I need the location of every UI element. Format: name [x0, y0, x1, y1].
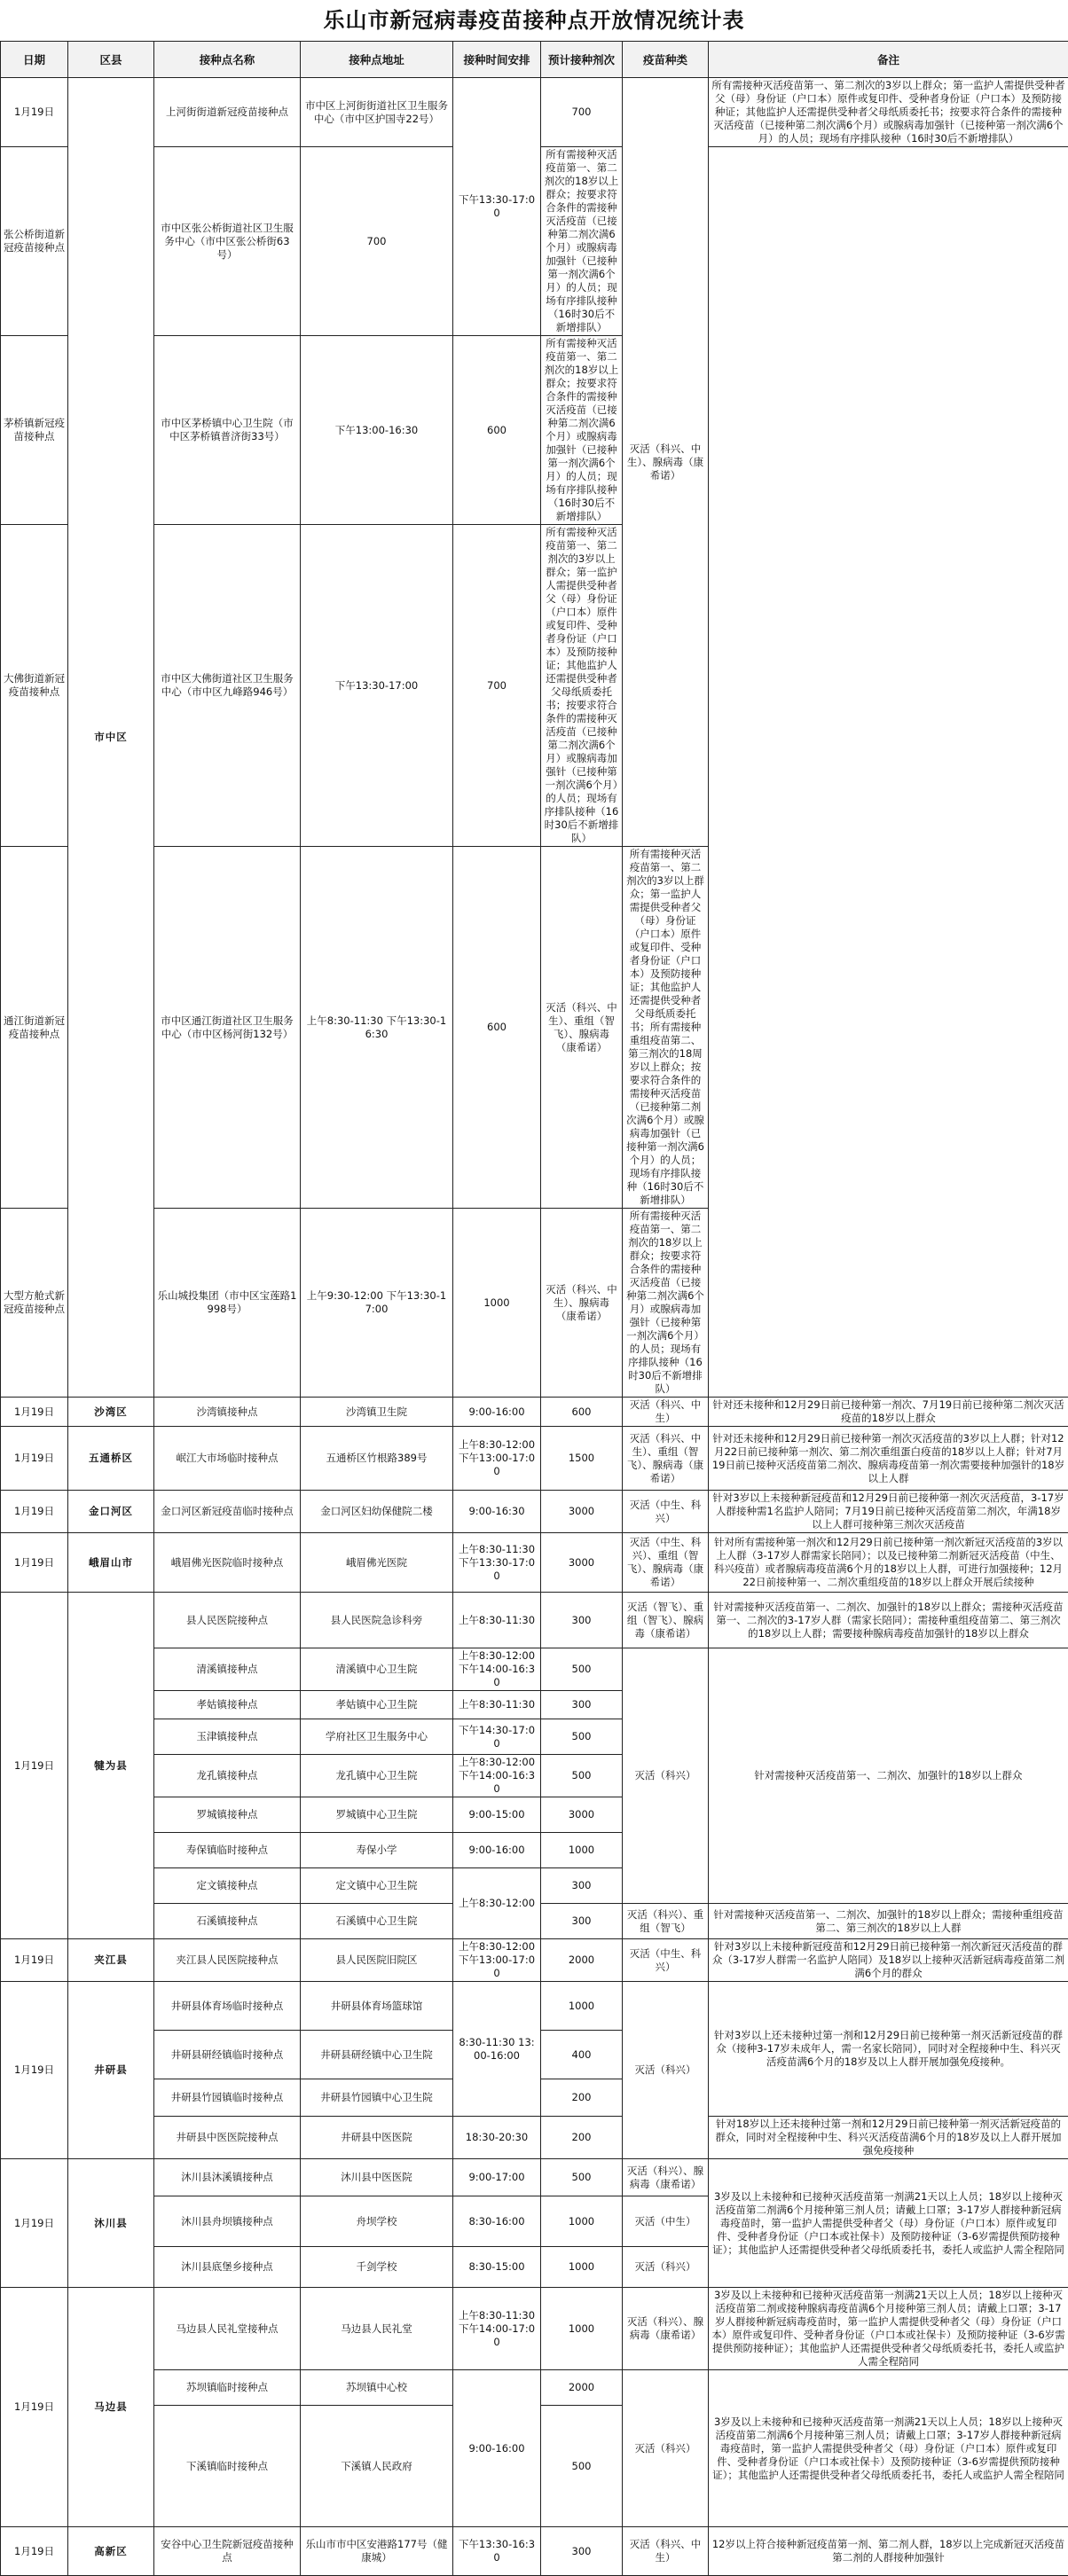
doses-cell: 1000 [541, 2288, 623, 2370]
vaccine-type-cell: 灭活（科兴） [623, 2370, 709, 2527]
site-name-cell: 县人民医院接种点 [154, 1593, 301, 1648]
remarks-cell: 针对需接种灭活疫苗第一、二剂次、加强针的18岁以上群众；需接种重组疫苗第二、第三剂次的18岁以上人群 [709, 1904, 1068, 1939]
site-address-cell: 县人民医院急诊科旁 [301, 1593, 453, 1648]
schedule-cell: 9:00-16:00 [453, 2370, 541, 2527]
site-address-cell: 下午13:30-17:00 [301, 525, 453, 847]
remarks-cell: 3岁及以上未接种和已接种灭活疫苗第一剂满21天以上人员；18岁以上接种灭活疫苗第二剂或接种腺病毒疫苗满6个月接种第三剂人员；请戴上口罩；3-17岁人群接种新冠病毒疫苗时，第一监护人需提供受种者父（母）身份证（户口本）原件或复印件、受种者身份证（户口本或社保卡）及预防接种证（3-6岁需提供预防接种证）；其他监护人还需提供受种者父母纸质委托书，委托人或监护人需全程陪同 [709, 2288, 1068, 2370]
header-expected-doses: 预计接种剂次 [541, 42, 623, 78]
district-cell: 马边县 [68, 2288, 154, 2527]
site-address-cell: 井研县体育场篮球馆 [301, 1982, 453, 2031]
doses-cell: 300 [541, 1868, 623, 1904]
site-address-cell: 县人民医院旧院区 [301, 1939, 453, 1982]
schedule-cell: 上午8:30-11:30 [453, 1691, 541, 1719]
district-cell: 沙湾区 [68, 1398, 154, 1427]
doses-cell: 3000 [541, 1797, 623, 1833]
site-address-cell: 舟坝学校 [301, 2196, 453, 2247]
site-name-cell: 夹江县人民医院接种点 [154, 1939, 301, 1982]
header-remarks: 备注 [709, 42, 1068, 78]
site-address-cell: 定文镇中心卫生院 [301, 1868, 453, 1904]
doses-cell: 3000 [541, 1533, 623, 1593]
site-name-cell: 玉津镇接种点 [154, 1719, 301, 1755]
doses-cell: 500 [541, 1755, 623, 1797]
remarks-cell: 针对3岁以上未接种新冠疫苗和12月29日前已接种第一剂次灭活疫苗，3-17岁人群接种需1名监护人陪同；7月19日前已接种灭活疫苗第二剂次，年满18岁以上人群可接种第三剂次灭活疫苗 [709, 1491, 1068, 1533]
site-address-cell: 下溪镇人民政府 [301, 2406, 453, 2527]
schedule-cell: 700 [453, 525, 541, 847]
site-name-cell: 峨眉佛光医院临时接种点 [154, 1533, 301, 1593]
date-cell: 茅桥镇新冠疫苗接种点 [1, 336, 68, 525]
table-row [1, 1982, 1068, 2031]
remarks-cell: 针对18岁以上还未接种过第一剂和12月29日前已接种第一剂灭活新冠疫苗的群众，同时对全程接种中生、科兴灭活疫苗满6个月的18岁及以上人群开展加强免疫接种 [709, 2117, 1068, 2159]
site-address-cell: 学府社区卫生服务中心 [301, 1719, 453, 1755]
doses-cell: 1500 [541, 1427, 623, 1491]
site-name-cell: 井研县中医医院接种点 [154, 2117, 301, 2159]
schedule-cell: 上午8:30-12:00 下午14:00-16:30 [453, 1755, 541, 1797]
schedule-cell: 8:30-11:30 13:00-16:00 [453, 1982, 541, 2117]
schedule-cell: 600 [453, 847, 541, 1209]
schedule-cell: 8:30-16:00 [453, 2196, 541, 2247]
doses-cell: 500 [541, 1648, 623, 1691]
remarks-cell: 3岁及以上未接种和已接种灭活疫苗第一剂满21天以上人员；18岁以上接种灭活疫苗第二剂满6个月接种第三剂人员；请戴上口罩；3-17岁人群接种新冠病毒疫苗时，第一监护人需提供受种者父（母）身份证（户口本）原件或复印件、受种者身份证（户口本或社保卡）及预防接种证（3-6岁需提供预防接种证）；其他监护人还需提供受种者父母纸质委托书，委托人或监护人需全程陪同 [709, 2370, 1068, 2527]
district-cell: 金口河区 [68, 1491, 154, 1533]
schedule-cell: 上午8:30-12:00 下午14:00-16:30 [453, 1648, 541, 1691]
date-cell: 1月19日 [1, 1398, 68, 1427]
site-name-cell: 苏坝镇临时接种点 [154, 2370, 301, 2406]
doses-cell: 灭活（科兴、中生）、腺病毒（康希诺） [541, 1209, 623, 1398]
district-cell: 犍为县 [68, 1593, 154, 1939]
date-cell: 1月19日 [1, 1491, 68, 1533]
doses-cell: 所有需接种灭活疫苗第一、第二剂次的3岁以上群众；第一监护人需提供受种者父（母）身份证（户口本）原件或复印件、受种者身份证（户口本）及预防接种证；其他监护人还需提供受种者父母纸质委托书；按要求符合条件的需接种灭活疫苗（已接种第二剂次满6个月）或腺病毒加强针（已接种第一剂次满6个月）的人员；现场有序排队接种（16时30后不新增排队） [541, 525, 623, 847]
doses-cell: 2000 [541, 1939, 623, 1982]
doses-cell: 1000 [541, 2247, 623, 2288]
site-name-cell: 下溪镇临时接种点 [154, 2406, 301, 2527]
header-schedule: 接种时间安排 [453, 42, 541, 78]
site-address-cell: 金口河区妇幼保健院二楼 [301, 1491, 453, 1533]
table-row [1, 1533, 1068, 1593]
schedule-cell: 下午14:30-17:00 [453, 1719, 541, 1755]
site-address-cell: 清溪镇中心卫生院 [301, 1648, 453, 1691]
site-address-cell: 石溪镇中心卫生院 [301, 1904, 453, 1939]
table-row [1, 2159, 1068, 2196]
site-address-cell: 马边县人民礼堂 [301, 2288, 453, 2370]
vaccine-type-cell: 灭活（中生、科兴）、重组（智飞）、腺病毒（康希诺） [623, 1533, 709, 1593]
remarks-cell: 12岁以上符合接种新冠疫苗第一剂、第二剂人群，18岁以上完成新冠灭活疫苗第二剂的人群接种加强针 [709, 2527, 1068, 2576]
doses-cell: 1000 [541, 1833, 623, 1868]
table-row [1, 2288, 1068, 2370]
header-district: 区县 [68, 42, 154, 78]
header-date: 日期 [1, 42, 68, 78]
doses-cell: 500 [541, 2159, 623, 2196]
site-name-cell: 市中区张公桥街道社区卫生服务中心（市中区张公桥街63号） [154, 147, 301, 336]
site-name-cell: 井研县研经镇临时接种点 [154, 2031, 301, 2079]
site-address-cell: 井研县竹园镇中心卫生院 [301, 2079, 453, 2117]
schedule-cell: 上午8:30-11:30 下午14:00-17:00 [453, 2288, 541, 2370]
site-name-cell: 沐川县舟坝镇接种点 [154, 2196, 301, 2247]
vaccine-type-cell: 灭活（科兴、中生）、腺病毒（康希诺） [623, 78, 709, 847]
date-cell: 张公桥街道新冠疫苗接种点 [1, 147, 68, 336]
table-row [1, 1648, 1068, 1691]
site-name-cell: 上河街街道新冠疫苗接种点 [154, 78, 301, 147]
site-name-cell: 寿保镇临时接种点 [154, 1833, 301, 1868]
schedule-cell: 1000 [453, 1209, 541, 1398]
site-name-cell: 井研县体育场临时接种点 [154, 1982, 301, 2031]
schedule-cell: 600 [453, 336, 541, 525]
site-name-cell: 沐川县底堡乡接种点 [154, 2247, 301, 2288]
doses-cell: 400 [541, 2031, 623, 2079]
table-body [1, 78, 1068, 2576]
remarks-cell: 所有需接种灭活疫苗第一、第二剂次的3岁以上群众；第一监护人需提供受种者父（母）身份证（户口本）原件或复印件、受种者身份证（户口本）及预防接种证；其他监护人还需提供受种者父母纸质委托书；按要求符合条件的需接种灭活疫苗（已接种第二剂次满6个月）或腺病毒加强针（已接种第一剂次满6个月）的人员；现场有序排队接种（16时30后不新增排队） [709, 78, 1068, 147]
header-site-name: 接种点名称 [154, 42, 301, 78]
site-address-cell: 市中区上河街街道社区卫生服务中心（市中区护国寺22号） [301, 78, 453, 147]
doses-cell: 500 [541, 2406, 623, 2527]
header-site-address: 接种点地址 [301, 42, 453, 78]
date-cell: 1月19日 [1, 2527, 68, 2576]
site-address-cell: 千剑学校 [301, 2247, 453, 2288]
date-cell: 1月19日 [1, 1533, 68, 1593]
vaccine-type-cell: 灭活（科兴）、重组（智飞） [623, 1904, 709, 1939]
site-address-cell: 沙湾镇卫生院 [301, 1398, 453, 1427]
date-cell: 1月19日 [1, 2159, 68, 2288]
remarks-cell: 针对所有需接种第一剂次和12月29日前已接种第一剂次新冠灭活疫苗的3岁以上人群（3-17岁人群需家长陪同）；以及已接种第二剂新冠灭活疫苗（中生、科兴疫苗）或者腺病毒疫苗满6个月的18岁以上人群，可进行加强接种；12月22日前接种第一、二剂次重组疫苗的18岁以上群众开展后续接种 [709, 1533, 1068, 1593]
table-row [1, 1491, 1068, 1533]
site-address-cell: 寿保小学 [301, 1833, 453, 1868]
remarks-cell: 针对3岁以上未接种新冠疫苗和12月29日前已接种第一剂次新冠灭活疫苗的群众（3-17岁人群需一名监护人陪同）及18岁以上接种灭活新冠病毒疫苗第二剂满6个月的群众 [709, 1939, 1068, 1982]
remarks-cell: 针对需接种灭活疫苗第一、二剂次、加强针的18岁以上群众 [709, 1648, 1068, 1904]
table-row [1, 1398, 1068, 1427]
vaccination-table [0, 41, 1068, 2576]
schedule-cell: 9:00-17:00 [453, 2159, 541, 2196]
site-name-cell: 沐川县沐溪镇接种点 [154, 2159, 301, 2196]
schedule-cell: 上午8:30-12:00 下午13:00-17:00 [453, 1427, 541, 1491]
schedule-cell: 上午8:30-12:00 [453, 1868, 541, 1939]
doses-cell: 所有需接种灭活疫苗第一、第二剂次的18岁以上群众；按要求符合条件的需接种灭活疫苗（已接种第二剂次满6个月）或腺病毒加强针（已接种第一剂次满6个月）的人员；现场有序排队接种（16时30后不新增排队） [541, 336, 623, 525]
district-cell: 峨眉山市 [68, 1533, 154, 1593]
vaccine-type-cell: 灭活（科兴、中生） [623, 1398, 709, 1427]
header-vaccine-type: 疫苗种类 [623, 42, 709, 78]
date-cell: 大型方舱式新冠疫苗接种点 [1, 1209, 68, 1398]
table-row [1, 847, 1068, 1209]
site-address-cell: 700 [301, 147, 453, 336]
schedule-cell: 8:30-15:00 [453, 2247, 541, 2288]
vaccine-type-cell: 灭活（中生） [623, 2196, 709, 2247]
doses-cell: 200 [541, 2117, 623, 2159]
vaccine-type-cell: 灭活（科兴、中生）、重组（智飞）、腺病毒（康希诺） [623, 1427, 709, 1491]
schedule-cell: 上午8:30-11:30 下午13:30-17:00 [453, 1533, 541, 1593]
vaccine-type-cell: 所有需接种灭活疫苗第一、第二剂次的18岁以上群众；按要求符合条件的需接种灭活疫苗（已接种第二剂次满6个月）或腺病毒加强针（已接种第一剂次满6个月）的人员；现场有序排队接种（16时30后不新增排队） [623, 1209, 709, 1398]
doses-cell: 1000 [541, 1982, 623, 2031]
table-row [1, 525, 1068, 847]
site-name-cell: 岷江大市场临时接种点 [154, 1427, 301, 1491]
doses-cell: 3000 [541, 1491, 623, 1533]
date-cell: 大佛街道新冠疫苗接种点 [1, 525, 68, 847]
vaccine-type-cell: 灭活（科兴） [623, 2247, 709, 2288]
site-name-cell: 市中区大佛街道社区卫生服务中心（市中区九峰路946号） [154, 525, 301, 847]
district-cell: 沐川县 [68, 2159, 154, 2288]
site-name-cell: 安谷中心卫生院新冠疫苗接种点 [154, 2527, 301, 2576]
remarks-cell: 针对还未接种和12月29日前已接种第一剂次灭活疫苗的3岁以上人群；针对12月22日前已接种第一剂次、第二剂次重组蛋白疫苗的18岁以上人群；针对7月19日前已接种灭活疫苗第二剂次、腺病毒疫苗第一剂次需要接种加强针的18岁以上人群 [709, 1427, 1068, 1491]
date-cell: 1月19日 [1, 1427, 68, 1491]
doses-cell: 所有需接种灭活疫苗第一、第二剂次的18岁以上群众；按要求符合条件的需接种灭活疫苗（已接种第二剂次满6个月）或腺病毒加强针（已接种第一剂次满6个月）的人员；现场有序排队接种（16时30后不新增排队） [541, 147, 623, 336]
site-name-cell: 沙湾镇接种点 [154, 1398, 301, 1427]
site-address-cell: 沐川县中医医院 [301, 2159, 453, 2196]
remarks-cell: 针对还未接种和12月29日前已接种第一剂次、7月19日前已接种第二剂次灭活疫苗的18岁以上群众 [709, 1398, 1068, 1427]
vaccine-type-cell: 灭活（中生、科兴） [623, 1939, 709, 1982]
vaccine-type-cell: 灭活（科兴）、腺病毒（康希诺） [623, 2159, 709, 2196]
vaccine-type-cell: 灭活（科兴） [623, 1982, 709, 2159]
doses-cell: 1000 [541, 2196, 623, 2247]
doses-cell: 300 [541, 1691, 623, 1719]
site-name-cell: 井研县竹园镇临时接种点 [154, 2079, 301, 2117]
district-cell: 井研县 [68, 1982, 154, 2159]
site-address-cell: 五通桥区竹根路389号 [301, 1427, 453, 1491]
schedule-cell: 9:00-15:00 [453, 1797, 541, 1833]
schedule-cell: 下午13:30-17:00 [453, 78, 541, 336]
site-address-cell: 乐山市市中区安港路177号（健康城） [301, 2527, 453, 2576]
remarks-cell: 针对需接种灭活疫苗第一、二剂次、加强针的18岁以上群众；需接种灭活疫苗第一、二剂次的3-17岁人群（需家长陪同）；需接种重组疫苗第二、第三剂次的18岁以上人群；需要接种腺病毒疫苗加强针的18岁以上群众 [709, 1593, 1068, 1648]
vaccine-type-cell: 灭活（科兴）、腺病毒（康希诺） [623, 2288, 709, 2370]
district-cell: 市中区 [68, 78, 154, 1398]
site-name-cell: 石溪镇接种点 [154, 1904, 301, 1939]
header-row [1, 42, 1068, 78]
doses-cell: 300 [541, 1904, 623, 1939]
site-name-cell: 罗城镇接种点 [154, 1797, 301, 1833]
doses-cell: 200 [541, 2079, 623, 2117]
date-cell: 通江街道新冠疫苗接种点 [1, 847, 68, 1209]
doses-cell: 600 [541, 1398, 623, 1427]
date-cell: 1月19日 [1, 1982, 68, 2159]
site-name-cell: 市中区通江街道社区卫生服务中心（市中区杨河街132号） [154, 847, 301, 1209]
vaccine-type-cell: 灭活（科兴） [623, 1648, 709, 1904]
vaccine-type-cell: 灭活（智飞）、重组（智飞）、腺病毒（康希诺） [623, 1593, 709, 1648]
site-address-cell: 孝姑镇中心卫生院 [301, 1691, 453, 1719]
table-row [1, 1593, 1068, 1648]
table-row [1, 2370, 1068, 2406]
table-row [1, 336, 1068, 525]
table-row [1, 2117, 1068, 2159]
site-address-cell: 井研县研经镇中心卫生院 [301, 2031, 453, 2079]
district-cell: 五通桥区 [68, 1427, 154, 1491]
site-address-cell: 上午9:30-12:00 下午13:30-17:00 [301, 1209, 453, 1398]
doses-cell: 300 [541, 1593, 623, 1648]
vaccine-type-cell: 灭活（中生、科兴） [623, 1491, 709, 1533]
site-address-cell: 上午8:30-11:30 下午13:30-16:30 [301, 847, 453, 1209]
site-address-cell: 井研县中医医院 [301, 2117, 453, 2159]
doses-cell: 700 [541, 78, 623, 147]
date-cell: 1月19日 [1, 1939, 68, 1982]
site-name-cell: 金口河区新冠疫苗临时接种点 [154, 1491, 301, 1533]
site-address-cell: 罗城镇中心卫生院 [301, 1797, 453, 1833]
table-row [1, 1209, 1068, 1398]
schedule-cell: 下午13:30-16:30 [453, 2527, 541, 2576]
site-address-cell: 下午13:00-16:30 [301, 336, 453, 525]
site-name-cell: 孝姑镇接种点 [154, 1691, 301, 1719]
site-address-cell: 峨眉佛光医院 [301, 1533, 453, 1593]
doses-cell: 灭活（科兴、中生）、重组（智飞）、腺病毒（康希诺） [541, 847, 623, 1209]
remarks-cell: 3岁及以上未接种和已接种灭活疫苗第一剂满21天以上人员；18岁以上接种灭活疫苗第二剂满6个月接种第三剂人员；请戴上口罩；3-17岁人群接种新冠病毒疫苗时，第一监护人需提供受种者父（母）身份证（户口本）原件或复印件、受种者身份证（户口本或社保卡）及预防接种证（3-6岁需提供预防接种证）；其他监护人还需提供受种者父母纸质委托书，委托人或监护人需全程陪同 [709, 2159, 1068, 2288]
schedule-cell: 9:00-16:30 [453, 1491, 541, 1533]
schedule-cell: 9:00-16:00 [453, 1833, 541, 1868]
schedule-cell: 18:30-20:30 [453, 2117, 541, 2159]
schedule-cell: 9:00-16:00 [453, 1398, 541, 1427]
doses-cell: 2000 [541, 2370, 623, 2406]
page-title: 乐山市新冠病毒疫苗接种点开放情况统计表 [0, 0, 1068, 41]
site-name-cell: 马边县人民礼堂接种点 [154, 2288, 301, 2370]
district-cell: 高新区 [68, 2527, 154, 2576]
table-row [1, 1939, 1068, 1982]
date-cell: 1月19日 [1, 78, 68, 147]
table-row [1, 1427, 1068, 1491]
schedule-cell: 上午8:30-12:00 下午13:00-17:00 [453, 1939, 541, 1982]
site-name-cell: 乐山城投集团（市中区宝莲路1998号） [154, 1209, 301, 1398]
table-row [1, 78, 1068, 147]
site-address-cell: 龙孔镇中心卫生院 [301, 1755, 453, 1797]
schedule-cell: 上午8:30-11:30 [453, 1593, 541, 1648]
site-address-cell: 苏坝镇中心校 [301, 2370, 453, 2406]
vaccine-type-cell: 所有需接种灭活疫苗第一、第二剂次的3岁以上群众；第一监护人需提供受种者父（母）身份证（户口本）原件或复印件、受种者身份证（户口本）及预防接种证；其他监护人还需提供受种者父母纸质委托书；所有需接种重组疫苗第二、第三剂次的18周岁以上群众；按要求符合条件的需接种灭活疫苗（已接种第二剂次满6个月）或腺病毒加强针（已接种第一剂次满6个月）的人员；现场有序排队接种（16时30后不新增排队） [623, 847, 709, 1209]
date-cell: 1月19日 [1, 2288, 68, 2527]
date-cell: 1月19日 [1, 1593, 68, 1939]
remarks-cell: 针对3岁以上还未接种过第一剂和12月29日前已接种第一剂灭活新冠疫苗的群众（接种3-17岁未成年人，需一名家长陪同），同时对全程接种中生、科兴灭活疫苗满6个月的18岁及以上人群开展加强免疫接种。 [709, 1982, 1068, 2117]
doses-cell: 500 [541, 1719, 623, 1755]
site-name-cell: 清溪镇接种点 [154, 1648, 301, 1691]
site-name-cell: 龙孔镇接种点 [154, 1755, 301, 1797]
site-name-cell: 定文镇接种点 [154, 1868, 301, 1904]
vaccine-type-cell: 灭活（科兴、中生） [623, 2527, 709, 2576]
doses-cell: 300 [541, 2527, 623, 2576]
district-cell: 夹江县 [68, 1939, 154, 1982]
site-name-cell: 市中区茅桥镇中心卫生院（市中区茅桥镇普济街33号） [154, 336, 301, 525]
table-row [1, 2527, 1068, 2576]
